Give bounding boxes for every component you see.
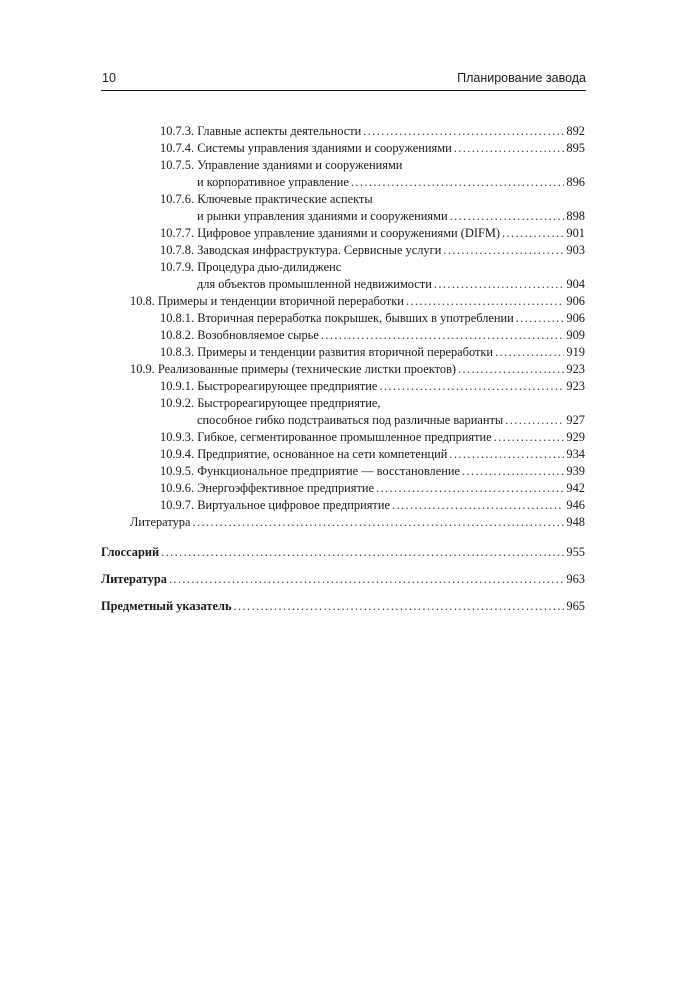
toc-entry-title: Управление зданиями и сооружениями	[197, 158, 403, 172]
dot-leader	[516, 310, 565, 327]
dot-leader	[454, 140, 565, 157]
toc-entry-title: Литература	[130, 515, 191, 529]
toc-entry-number: 10.9.1.	[160, 379, 195, 393]
toc-entry-title: Процедура дью-дилидженс	[197, 260, 342, 274]
toc-entry-title: Системы управления зданиями и сооружениями	[197, 141, 452, 155]
toc-entry-page: 929	[566, 430, 585, 444]
toc-entry-page: 934	[566, 447, 585, 461]
toc-entry-page: 948	[566, 515, 585, 529]
toc-entry-page: 906	[566, 311, 585, 325]
toc-entry-page: 906	[566, 294, 585, 308]
toc-entry-page: 898	[566, 209, 585, 223]
dot-leader	[234, 598, 565, 615]
toc-entry-page: 965	[566, 599, 585, 613]
toc-entry-number: 10.8.	[130, 294, 155, 308]
toc-entry-page: 892	[566, 124, 585, 138]
toc-entry-number: 10.7.3.	[160, 124, 195, 138]
toc-entry-title: Функциональное предприятие — восстановление	[197, 464, 460, 478]
dot-leader	[502, 225, 564, 242]
toc-entry-number: 10.8.2.	[160, 328, 195, 342]
page-number: 10	[102, 71, 116, 85]
dot-leader	[434, 276, 565, 293]
dot-leader	[458, 361, 564, 378]
toc-entry-number: 10.9.6.	[160, 481, 195, 495]
toc-entry-title-continued: для объектов промышленной недвижимости	[197, 277, 432, 291]
toc-entry-number: 10.7.9.	[160, 260, 195, 274]
toc-entry-continuation[interactable]	[197, 208, 585, 225]
toc-entry-page: 963	[566, 572, 585, 586]
toc-entry-title: Быстрореагирующее предприятие,	[197, 396, 381, 410]
toc-entry[interactable]	[160, 310, 585, 327]
toc-entry-title: Быстрореагирующее предприятие	[197, 379, 378, 393]
toc-entry[interactable]	[160, 140, 585, 157]
toc-entry[interactable]	[160, 242, 585, 259]
toc-entry-title: Примеры и тенденции развития вторичной переработки	[197, 345, 494, 359]
toc-entry-page: 896	[566, 175, 585, 189]
toc-entry[interactable]	[160, 446, 585, 463]
toc-entry-number: 10.7.6.	[160, 192, 195, 206]
toc-section[interactable]	[130, 293, 585, 310]
toc-entry-number: 10.9.2.	[160, 396, 195, 410]
toc-entry[interactable]	[160, 225, 585, 242]
toc-entry-title: Предприятие, основанное на сети компетенций	[197, 447, 448, 461]
toc-entry-number: 10.9.7.	[160, 498, 195, 512]
toc-entry-title: Ключевые практические аспекты	[197, 192, 373, 206]
toc-entry-page: 909	[566, 328, 585, 342]
toc-entry-title: Виртуальное цифровое предприятие	[197, 498, 390, 512]
toc-entry-number: 10.7.7.	[160, 226, 195, 240]
toc-entry-number: 10.9.5.	[160, 464, 195, 478]
toc-entry[interactable]	[160, 123, 585, 140]
toc-entry-page: 942	[566, 481, 585, 495]
toc-section[interactable]	[130, 514, 585, 531]
toc-entry-number: 10.9.4.	[160, 447, 195, 461]
toc-entry-page: 923	[566, 379, 585, 393]
toc-entry[interactable]	[160, 191, 373, 208]
toc-part[interactable]	[101, 598, 585, 615]
toc-entry[interactable]	[160, 497, 585, 514]
toc-entry-title: Цифровое управление зданиями и сооружениями (DIFM)	[197, 226, 500, 240]
dot-leader	[443, 242, 564, 259]
toc-entry-number: 10.7.5.	[160, 158, 195, 172]
toc-entry-title-continued: способное гибко подстраиваться под различные варианты	[197, 413, 504, 427]
toc-section[interactable]	[130, 361, 585, 378]
toc-entry-number: 10.9.	[130, 362, 155, 376]
dot-leader	[161, 544, 564, 561]
toc-entry-title: Реализованные примеры (технические листки проектов)	[157, 362, 457, 376]
toc-entry[interactable]	[160, 480, 585, 497]
toc-entry[interactable]	[160, 395, 381, 412]
toc-part[interactable]	[101, 544, 585, 561]
toc-entry[interactable]	[160, 157, 402, 174]
toc-entry-number: 10.8.1.	[160, 311, 195, 325]
dot-leader	[406, 293, 565, 310]
dot-leader	[363, 123, 564, 140]
toc-entry-page: 955	[566, 545, 585, 559]
toc-entry[interactable]	[160, 259, 341, 276]
toc-entry-continuation[interactable]	[197, 174, 585, 191]
dot-leader	[392, 497, 564, 514]
toc-entry-continuation[interactable]	[197, 276, 585, 293]
toc-part[interactable]	[101, 571, 585, 588]
toc-entry-number: 10.8.3.	[160, 345, 195, 359]
toc-entry-title: Вторичная переработка покрышек, бывших в употреблении	[197, 311, 514, 325]
toc-entry-number: 10.7.8.	[160, 243, 195, 257]
toc-entry-title: Главные аспекты деятельности	[197, 124, 362, 138]
dot-leader	[505, 412, 564, 429]
toc-entry-page: 904	[566, 277, 585, 291]
toc-entry-title: Глоссарий	[101, 545, 160, 559]
dot-leader	[321, 327, 565, 344]
running-title: Планирование завода	[457, 71, 586, 85]
toc-entry-title: Примеры и тенденции вторичной переработки	[157, 294, 404, 308]
toc-entry-title-continued: и рынки управления зданиями и сооружениями	[197, 209, 448, 223]
dot-leader	[462, 463, 564, 480]
dot-leader	[495, 344, 564, 361]
toc-entry[interactable]	[160, 344, 585, 361]
toc-entry-page: 923	[566, 362, 585, 376]
toc-entry[interactable]	[160, 378, 585, 395]
toc-entry-page: 903	[566, 243, 585, 257]
toc-entry[interactable]	[160, 429, 585, 446]
toc-entry-title: Возобновляемое сырье	[197, 328, 319, 342]
toc-entry-number: 10.7.4.	[160, 141, 195, 155]
toc-entry-title: Гибкое, сегментированное промышленное предприятие	[197, 430, 492, 444]
toc-entry-continuation[interactable]	[197, 412, 585, 429]
dot-leader	[351, 174, 565, 191]
dot-leader	[450, 208, 565, 225]
dot-leader	[379, 378, 564, 395]
toc-entry-page: 895	[566, 141, 585, 155]
toc-entry-title-continued: и корпоративное управление	[197, 175, 349, 189]
toc-entry-title: Литература	[101, 572, 167, 586]
toc-entry[interactable]	[160, 327, 585, 344]
toc-entry-page: 927	[566, 413, 585, 427]
toc-entry-page: 901	[566, 226, 585, 240]
dot-leader	[449, 446, 564, 463]
toc-entry-title: Заводская инфраструктура. Сервисные услуги	[197, 243, 442, 257]
dot-leader	[376, 480, 564, 497]
toc-entry-title: Энергоэффективное предприятие	[197, 481, 375, 495]
toc-entry-page: 919	[566, 345, 585, 359]
dot-leader	[169, 571, 564, 588]
dot-leader	[192, 514, 564, 531]
toc-entry[interactable]	[160, 463, 585, 480]
toc-entry-number: 10.9.3.	[160, 430, 195, 444]
dot-leader	[494, 429, 565, 446]
toc-entry-title: Предметный указатель	[101, 599, 232, 613]
toc-entry-page: 939	[566, 464, 585, 478]
toc-entry-page: 946	[566, 498, 585, 512]
